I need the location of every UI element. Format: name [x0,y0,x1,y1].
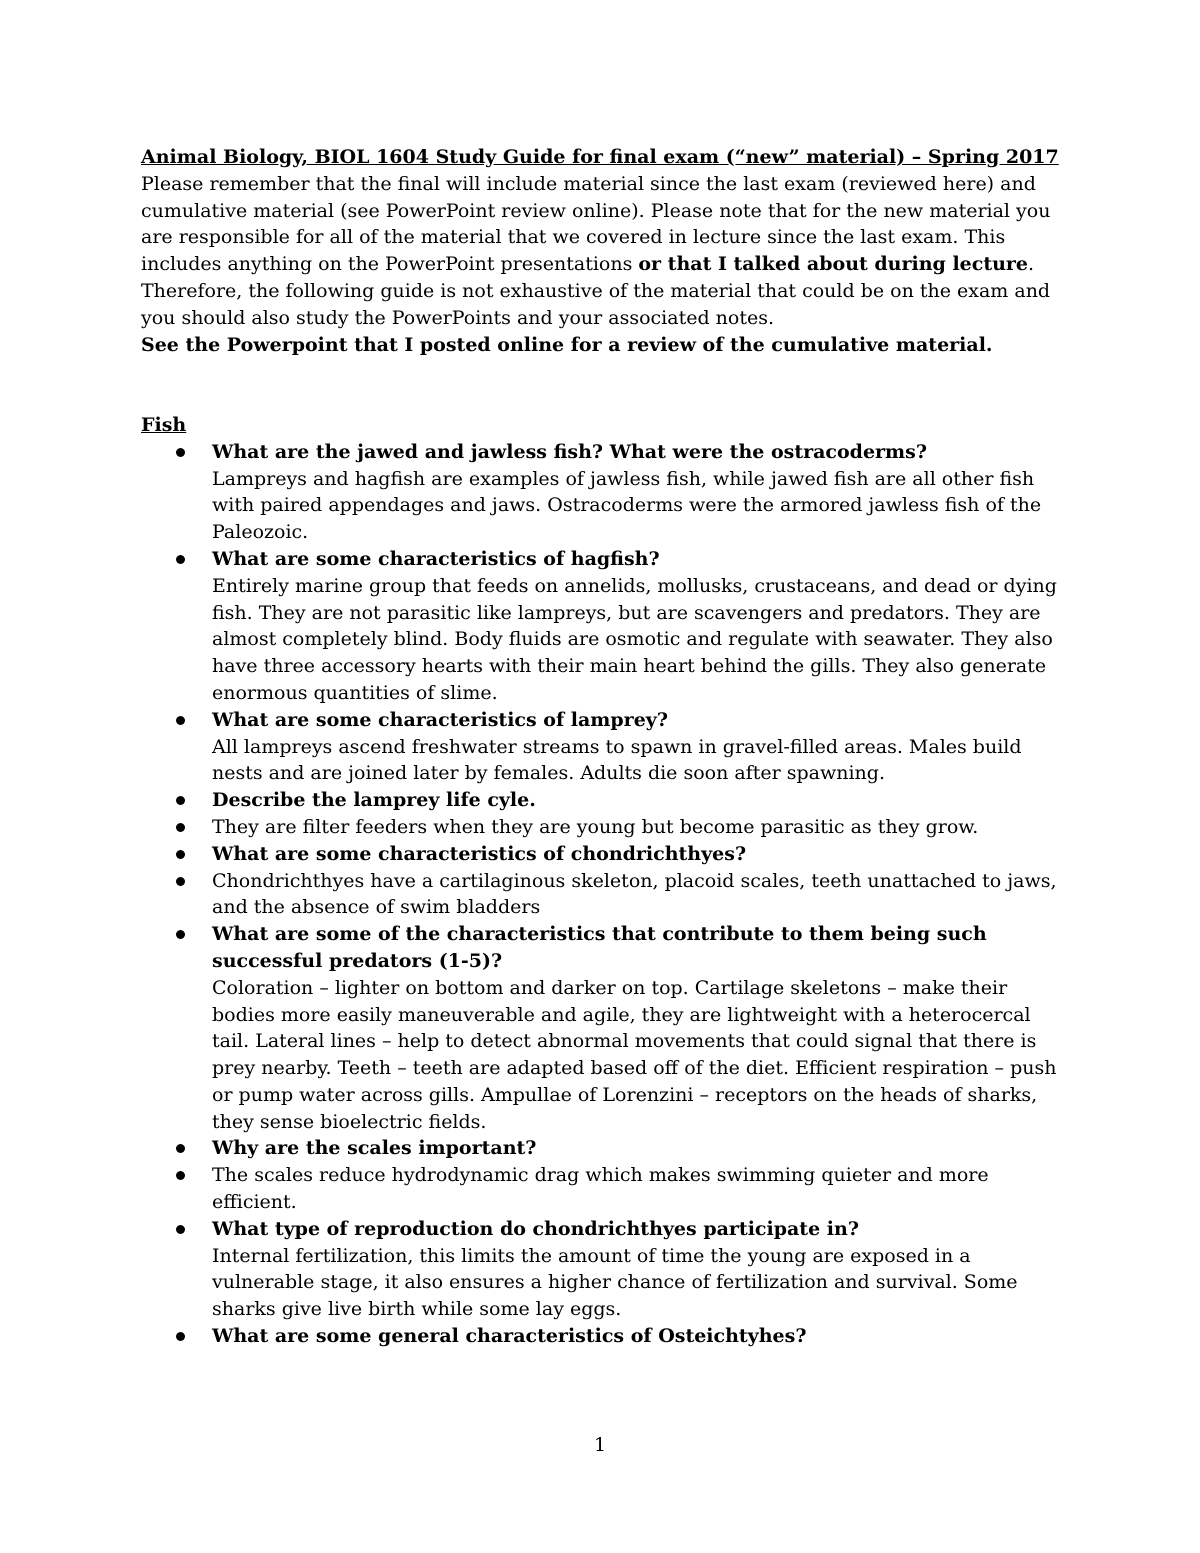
question-text: Why are the scales important? [212,1137,537,1160]
intro-emphasis: or that I talked about during lecture [638,253,1029,276]
answer-text: Entirely marine group that feeds on annelids, mollusks, crustaceans, and dead or dying fish. They are not parasitic like lampreys, but are scavengers and predators. They are almost completely blind. Body fluids are osmotic and regulate with seawater. They also have three accessory hearts with their main heart behind the gills. They also generate enormous quantities of slime. [212,574,1057,704]
question-text: What are some general characteristics of Osteichtyhes? [212,1325,807,1348]
answer-text: They are filter feeders when they are young but become parasitic as they grow. [212,815,979,838]
answer-text: All lampreys ascend freshwater streams to spawn in gravel-filled areas. Males build nests and are joined later by females. Adults die soon after spawning. [212,735,1022,785]
intro-text-part1: Please remember that the final will include material since the last exam (reviewed here) and cumulative material (see PowerPoint review online). Please note that for the new material you are responsible for all of the material that we covered in lecture since the last exam. This includes anything on the PowerPoint presentations [141,172,1051,276]
list-item [141,841,1061,868]
question-text: What are some characteristics of lamprey? [212,708,668,731]
list-item [141,546,1061,707]
bullet-icon [176,850,185,859]
spacer [141,358,1061,412]
list-item [141,1135,1061,1162]
list-item [141,1162,1061,1216]
list-item [141,787,1061,814]
question-list [141,439,1061,1350]
question-text: What are some characteristics of hagfish? [212,547,660,570]
list-item [141,1216,1061,1323]
list-item [141,439,1061,546]
list-item [141,707,1061,787]
answer-text: Internal fertilization, this limits the amount of time the young are exposed in a vulnerable stage, it also ensures a higher chance of fertilization and survival. Some sharks give live birth while some lay eggs. [212,1244,1018,1321]
bullet-icon [176,796,185,805]
section-heading-fish: Fish [141,413,187,436]
bullet-icon [176,1225,185,1234]
bullet-icon [176,823,185,832]
intro-paragraph [141,171,1061,332]
question-text: What are some characteristics of chondrichthyes? [212,842,747,865]
question-text: What are the jawed and jawless fish? What were the ostracoderms? [212,440,927,463]
question-text: What type of reproduction do chondrichthyes participate in? [212,1217,859,1240]
list-item [141,868,1061,922]
list-item [141,1323,1061,1350]
page-number: 1 [593,1434,607,1456]
list-item [141,814,1061,841]
bullet-icon [176,1144,185,1153]
bullet-icon [176,448,185,457]
answer-text: Chondrichthyes have a cartilaginous skeleton, placoid scales, teeth unattached to jaws, and the absence of swim bladders [212,869,1057,919]
document-title: Animal Biology, BIOL 1604 Study Guide for final exam (“new” material) – Spring 2017 [141,146,1059,168]
document-body [141,144,1061,1350]
answer-text: Coloration – lighter on bottom and darker on top. Cartilage skeletons – make their bodies more easily maneuverable and agile, they are lightweight with a heterocercal tail. Lateral lines – help to detect abnormal movements that could signal that there is prey nearby. Teeth – teeth are adapted based off of the diet. Efficient respiration – push or pump water across gills. Ampullae of Lorenzini – receptors on the heads of sharks, they sense bioelectric fields. [212,976,1057,1133]
answer-text: The scales reduce hydrodynamic drag which makes swimming quieter and more efficient. [212,1164,989,1214]
bullet-icon [176,877,185,886]
question-text: What are some of the characteristics that contribute to them being such successful predators (1-5)? [212,923,987,972]
bullet-icon [176,716,185,725]
bullet-icon [176,1171,185,1180]
bullet-icon [176,1332,185,1341]
bullet-icon [176,930,185,939]
cumulative-note: See the Powerpoint that I posted online for a review of the cumulative material. [141,333,993,356]
question-text: Describe the lamprey life cyle. [212,789,536,812]
intro-text-part2: . Therefore, the following guide is not exhaustive of the material that could be on the exam and you should also study the PowerPoints and your associated notes. [141,253,1051,329]
answer-text: Lampreys and hagfish are examples of jawless fish, while jawed fish are all other fish with paired appendages and jaws. Ostracoderms were the armored jawless fish of the Paleozoic. [212,467,1042,544]
list-item [141,921,1061,1135]
bullet-icon [176,555,185,564]
